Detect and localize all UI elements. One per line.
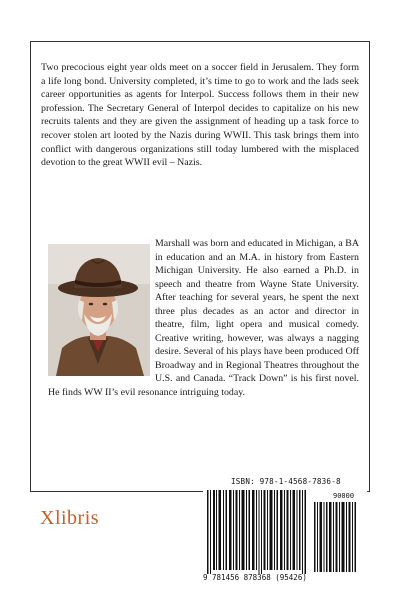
- photo-spacer: [48, 237, 155, 377]
- book-synopsis: Two precocious eight year olds meet on a soccer field in Jerusalem. They form a life long bond. University completed, it’s time to go to work and the lads seek career opportunities as agents for Interpol. Success follows them in their new profession. The Secretary General of Interpol decides to capitalize on his new recruits talents and they are given the assignment of heading up a task force to recover stolen art looted by the Nazis during WWII. This task brings them into conflict with dangerous organizations still today lumbered with the misplaced devotion to the great WWII evil – Nazis.: [41, 62, 359, 169]
- author-bio-text: Marshall was born and educated in Michigan, a BA in education and an M.A. in history from Eastern Michigan University. He also earned a Ph.D. in speech and theatre from Wayne State University. After teaching for several years, he spent the next three plus decades as an actor and director in theatre, film, light opera and musical comedy. Creative writing, however, was always a nagging desire. Several of his plays have been produced Off Broadway and in Regional Theatres throughout the U.S. and Canada. “Track Down” is his first novel. He finds WW II’s evil resonance intriguing today.: [48, 238, 359, 399]
- barcode-digits: 9 781456 878368 (95426): [203, 573, 307, 582]
- barcode-icon: [203, 488, 367, 574]
- barcode-block: [203, 473, 367, 589]
- author-bio: [48, 237, 359, 400]
- isbn-label: ISBN: 978-1-4568-7836-8: [231, 477, 341, 486]
- publisher-logo: Xlibris: [40, 507, 100, 529]
- price-code: 90000: [333, 492, 355, 500]
